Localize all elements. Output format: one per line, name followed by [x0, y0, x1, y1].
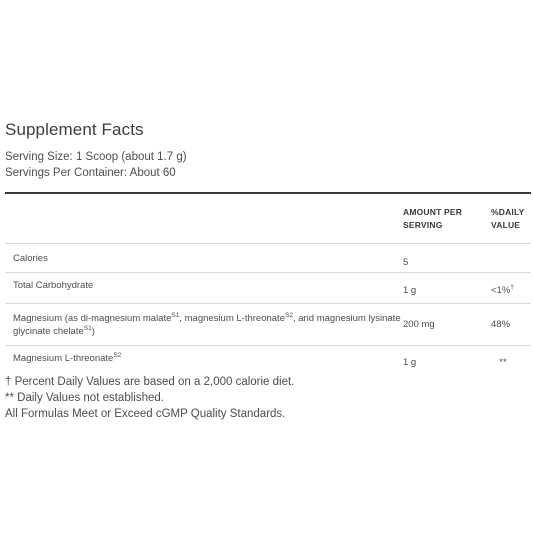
dv-column-header [491, 194, 531, 244]
amount-header-line2: SERVING [403, 220, 443, 230]
dagger-mark: † [510, 283, 514, 291]
nutrient-name: Calories [13, 252, 48, 264]
table-row [5, 273, 531, 304]
nutrient-amount: 5 [403, 256, 409, 268]
panel-title: Supplement Facts [5, 120, 144, 139]
nutrient-dv: <1%† [491, 283, 514, 296]
dv-header-line1: %DAILY [491, 207, 525, 217]
nutrient-amount: 200 mg [403, 319, 435, 330]
facts-table [5, 194, 531, 374]
dv-header-line2: VALUE [491, 220, 521, 230]
nutrient-amount: 1 g [403, 356, 417, 368]
footnote-cgmp: All Formulas Meet or Exceed cGMP Quality Standards. [5, 408, 286, 420]
footnotes [5, 374, 531, 422]
table-row [5, 304, 531, 346]
nutrient-name: Magnesium (as di-magnesium malate$^{S1}$, magnesium L-threonate$^{S2}$, and magnesium lysinate glycinate chelate$^{S1}$) [13, 311, 401, 337]
nutrient-amount: 1 g [403, 284, 417, 296]
table-row [5, 244, 531, 273]
supplement-facts-panel [5, 119, 531, 422]
table-header-row [5, 194, 531, 244]
nutrient-dv [491, 244, 531, 273]
serving-size: Serving Size: 1 Scoop (about 1.7 g) [5, 151, 187, 163]
table-row [5, 346, 531, 375]
amount-header-line1: AMOUNT PER [403, 207, 463, 217]
nutrient-dv: 48% [491, 319, 511, 330]
nutrient-dv: ** [499, 356, 507, 368]
footnote-not-established: ** Daily Values not established. [5, 392, 164, 404]
name-column-header [5, 194, 403, 244]
nutrient-name: Total Carbohydrate [13, 279, 94, 291]
servings-per-container: Servings Per Container: About 60 [5, 167, 176, 179]
nutrient-name: Magnesium L-threonate$^{S2}$ [13, 351, 122, 364]
amount-column-header [403, 194, 491, 244]
footnote-dv-basis: † Percent Daily Values are based on a 2,000 calorie diet. [5, 376, 295, 388]
